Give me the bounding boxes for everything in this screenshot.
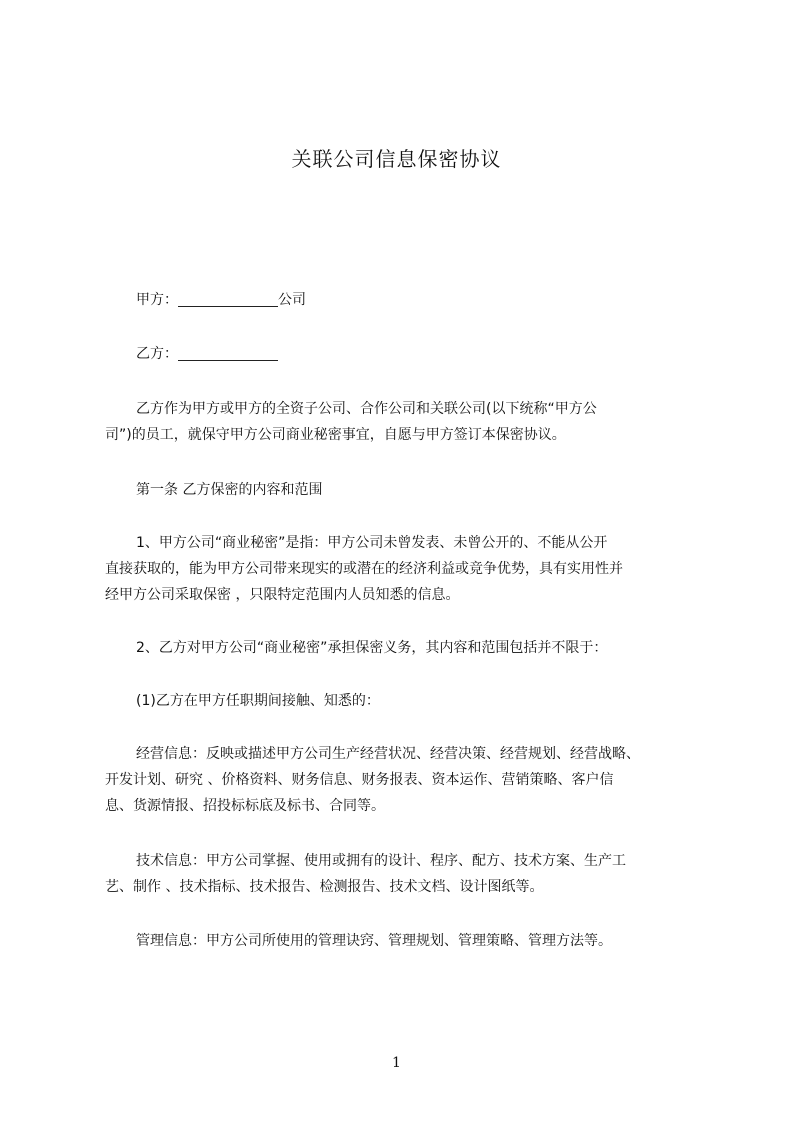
- intro-line-2: 司”)的员工，就保守甲方公司商业秘密事宜，自愿与甲方签订本保密协议。: [105, 427, 566, 443]
- business-info-line-3: 息、货源情报、招投标标底及标书、合同等。: [105, 798, 385, 814]
- clause-1-line-3: 经甲方公司采取保密 ，只限特定范围内人员知悉的信息。: [105, 587, 460, 603]
- article-1-heading: 第一条 乙方保密的内容和范围: [136, 482, 323, 498]
- business-info-line-1: 经营信息：反映或描述甲方公司生产经营状况、经营决策、经营规划、经营战略、: [136, 746, 640, 762]
- management-info: 管理信息：甲方公司所使用的管理诀窍、管理规划、管理策略、管理方法等。: [136, 933, 612, 949]
- sub-clause-1: (1)乙方在甲方任职期间接触、知悉的：: [136, 693, 380, 709]
- business-info-line-2: 开发计划、研究 、价格资料、财务信息、财务报表、资本运作、营销策略、客户信: [105, 772, 614, 788]
- clause-2: 2、乙方对甲方公司“商业秘密”承担保密义务，其内容和范围包括并不限于：: [136, 640, 608, 656]
- party-b-blank[interactable]: [178, 344, 278, 361]
- party-a-label: 甲方：: [136, 292, 178, 308]
- party-b-line: [136, 341, 736, 367]
- document-title: 关联公司信息保密协议: [291, 147, 502, 171]
- tech-info-line-1: 技术信息：甲方公司掌握、使用或拥有的设计、程序、配方、技术方案、生产工: [136, 853, 626, 869]
- tech-info-line-2: 艺、制作 、技术指标、技术报告、检测报告、技术文档、设计图纸等。: [105, 879, 544, 895]
- page-number: 1: [392, 1055, 401, 1071]
- party-a-suffix: 公司: [278, 292, 306, 308]
- party-a-line: [136, 287, 736, 313]
- clause-1-line-1: 1、甲方公司“商业秘密”是指：甲方公司未曾发表、未曾公开的、不能从公开: [136, 535, 608, 551]
- clause-1-line-2: 直接获取的，能为甲方公司带来现实的或潜在的经济利益或竞争优势，具有实用性并: [105, 561, 623, 577]
- party-a-blank[interactable]: [178, 290, 278, 307]
- party-b-label: 乙方：: [136, 346, 178, 362]
- intro-line-1: 乙方作为甲方或甲方的全资子公司、合作公司和关联公司(以下统称“甲方公: [136, 401, 597, 417]
